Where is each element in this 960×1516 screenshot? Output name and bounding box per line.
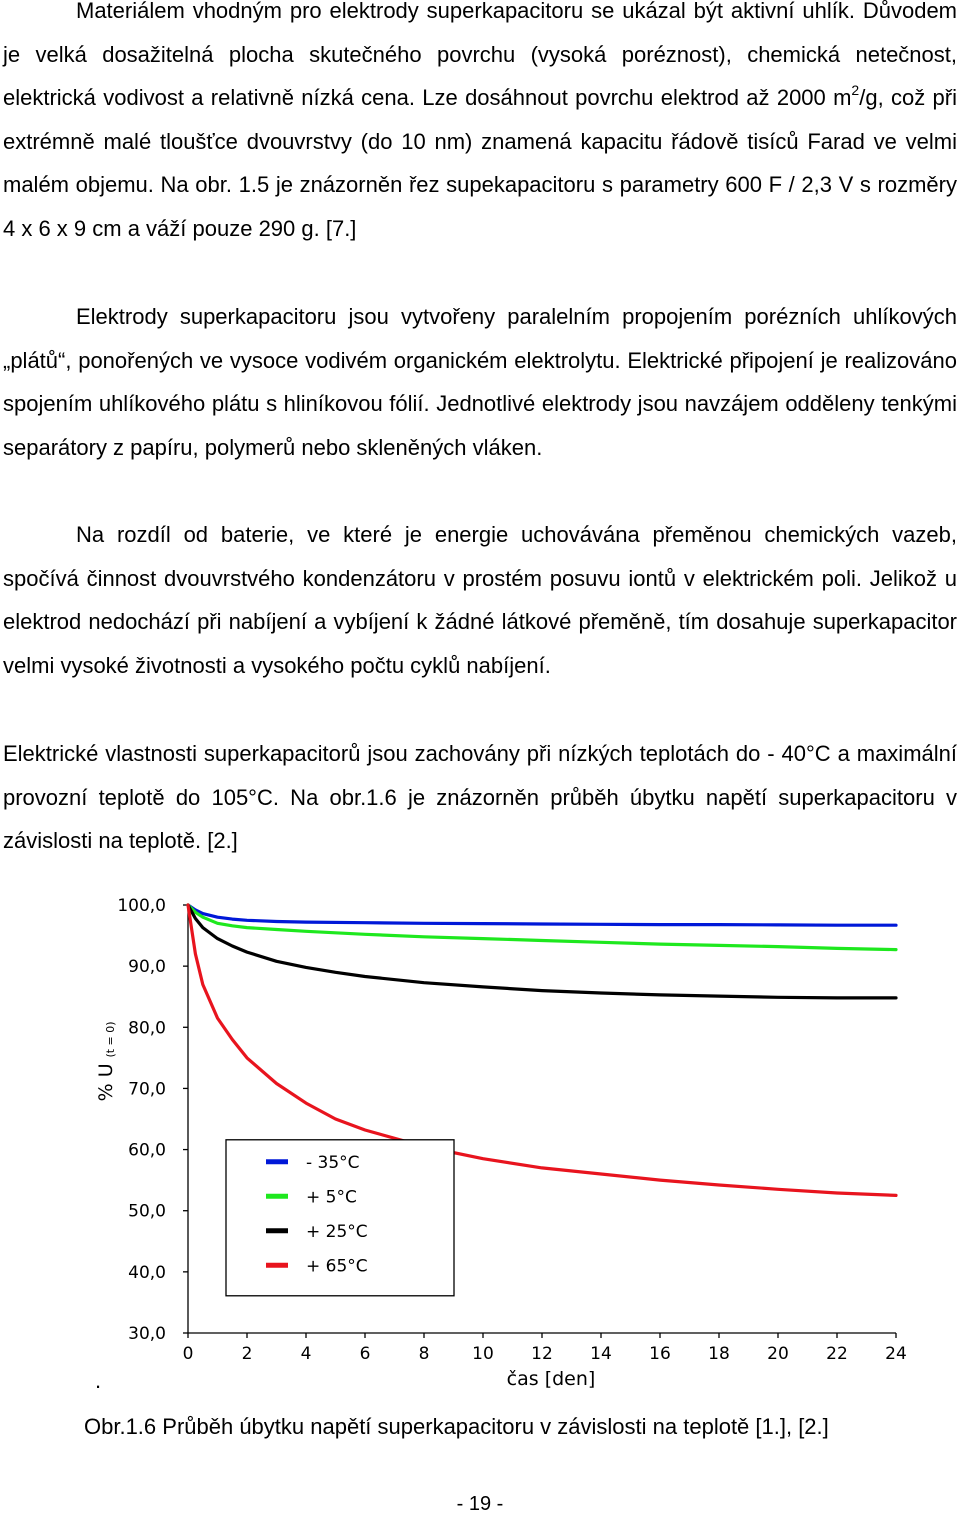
paragraph-1-part-b: /g, což při extrémně malé tloušťce dvouvrstvy (do 10 nm) znamená kapacitu řádově tisíců Farad ve velmi malém objemu. Na obr. 1.5 je znázorněn řez supekapacitoru s parametry 600 F / 2,3 V s rozměry 4 x 6 x 9 cm a váží pouze 290 g. [7.] bbox=[3, 85, 957, 241]
legend-label: + 25°C bbox=[306, 1221, 368, 1242]
x-axis-label: čas [den] bbox=[506, 1368, 596, 1390]
series-line-1 bbox=[188, 905, 896, 925]
y-axis-label-sub: (t = 0) bbox=[104, 1021, 117, 1058]
x-tick-label: 4 bbox=[300, 1344, 312, 1364]
chart-legend bbox=[226, 1140, 454, 1296]
x-tick-label: 14 bbox=[590, 1344, 612, 1364]
chart-axes bbox=[95, 896, 907, 1390]
y-tick-label: 90,0 bbox=[128, 957, 166, 978]
series-line-3 bbox=[188, 905, 896, 998]
x-tick-label: 20 bbox=[767, 1344, 789, 1364]
x-tick-label: 16 bbox=[649, 1344, 671, 1364]
paragraph-1-part-a: Materiálem vhodným pro elektrody superkapacitoru se ukázal být aktivní uhlík. Důvodem je velká dosažitelná plocha skutečného povrchu (vysoká poréznost), chemická netečnost, elektrická vodivost a relativně nízká cena. Lze dosáhnout povrchu elektrod až 2000 m bbox=[3, 0, 957, 111]
paragraph-2: Elektrody superkapacitoru jsou vytvořeny paralelním propojením porézních uhlíkových „plátů“, ponořených ve vysoce vodivém organickém elektrolytu. Elektrické připojení je realizováno spojením uhlíkového plátu s hliníkovou fólií. Jednotlivé elektrody jsou navzájem odděleny tenkými separátory z papíru, polymerů nebo skleněných vláken. bbox=[3, 304, 957, 460]
figure-caption: Obr.1.6 Průběh úbytku napětí superkapacitoru v závislosti na teplotě [1.], [2.] bbox=[84, 1414, 829, 1439]
superscript-2: 2 bbox=[851, 82, 860, 99]
paragraph-4: Elektrické vlastnosti superkapacitorů jsou zachovány při nízkých teplotách do - 40°C a maximální provozní teplotě do 105°C. Na obr.1.6 je znázorněn průběh úbytku napětí superkapacitoru v závislosti na teplotě. [2.] bbox=[3, 741, 957, 854]
x-tick-label: 18 bbox=[708, 1344, 730, 1364]
paragraph-3: Na rozdíl od baterie, ve které je energie uchovávána přeměnou chemických vazeb, spočívá činnost dvouvrstvého kondenzátoru v prostém posuvu iontů v elektrickém poli. Jelikož u elektrod nedochází při nabíjení a vybíjení k žádné látkové přeměně, tím dosahuje superkapacitor velmi vysoké životnosti a vysokého počtu cyklů nabíjení. bbox=[3, 522, 957, 678]
y-tick-label: 60,0 bbox=[128, 1140, 166, 1161]
y-tick-label: 40,0 bbox=[128, 1262, 166, 1283]
x-tick-label: 22 bbox=[826, 1344, 848, 1364]
x-tick-label: 8 bbox=[418, 1344, 430, 1364]
series-line-2 bbox=[188, 905, 896, 950]
y-axis-label: % U bbox=[95, 1063, 117, 1102]
x-tick-label: 12 bbox=[531, 1344, 553, 1364]
x-tick-label: 0 bbox=[182, 1344, 194, 1364]
y-tick-label: 30,0 bbox=[128, 1324, 166, 1344]
y-tick-label: 100,0 bbox=[117, 896, 166, 916]
legend-label: - 35°C bbox=[306, 1152, 360, 1173]
x-tick-label: 6 bbox=[359, 1344, 371, 1364]
y-tick-label: 50,0 bbox=[128, 1201, 166, 1222]
voltage-drop-chart bbox=[90, 885, 920, 1400]
paragraph-1 bbox=[3, 0, 957, 251]
x-tick-label: 2 bbox=[241, 1344, 253, 1364]
legend-label: + 65°C bbox=[306, 1256, 368, 1277]
page-number: - 19 - bbox=[456, 1493, 504, 1515]
x-tick-label: 24 bbox=[885, 1344, 907, 1364]
legend-label: + 5°C bbox=[306, 1187, 357, 1208]
y-tick-label: 70,0 bbox=[128, 1079, 166, 1100]
x-tick-label: 10 bbox=[472, 1344, 494, 1364]
stray-dot: . bbox=[95, 1368, 102, 1393]
y-tick-label: 80,0 bbox=[128, 1018, 166, 1039]
